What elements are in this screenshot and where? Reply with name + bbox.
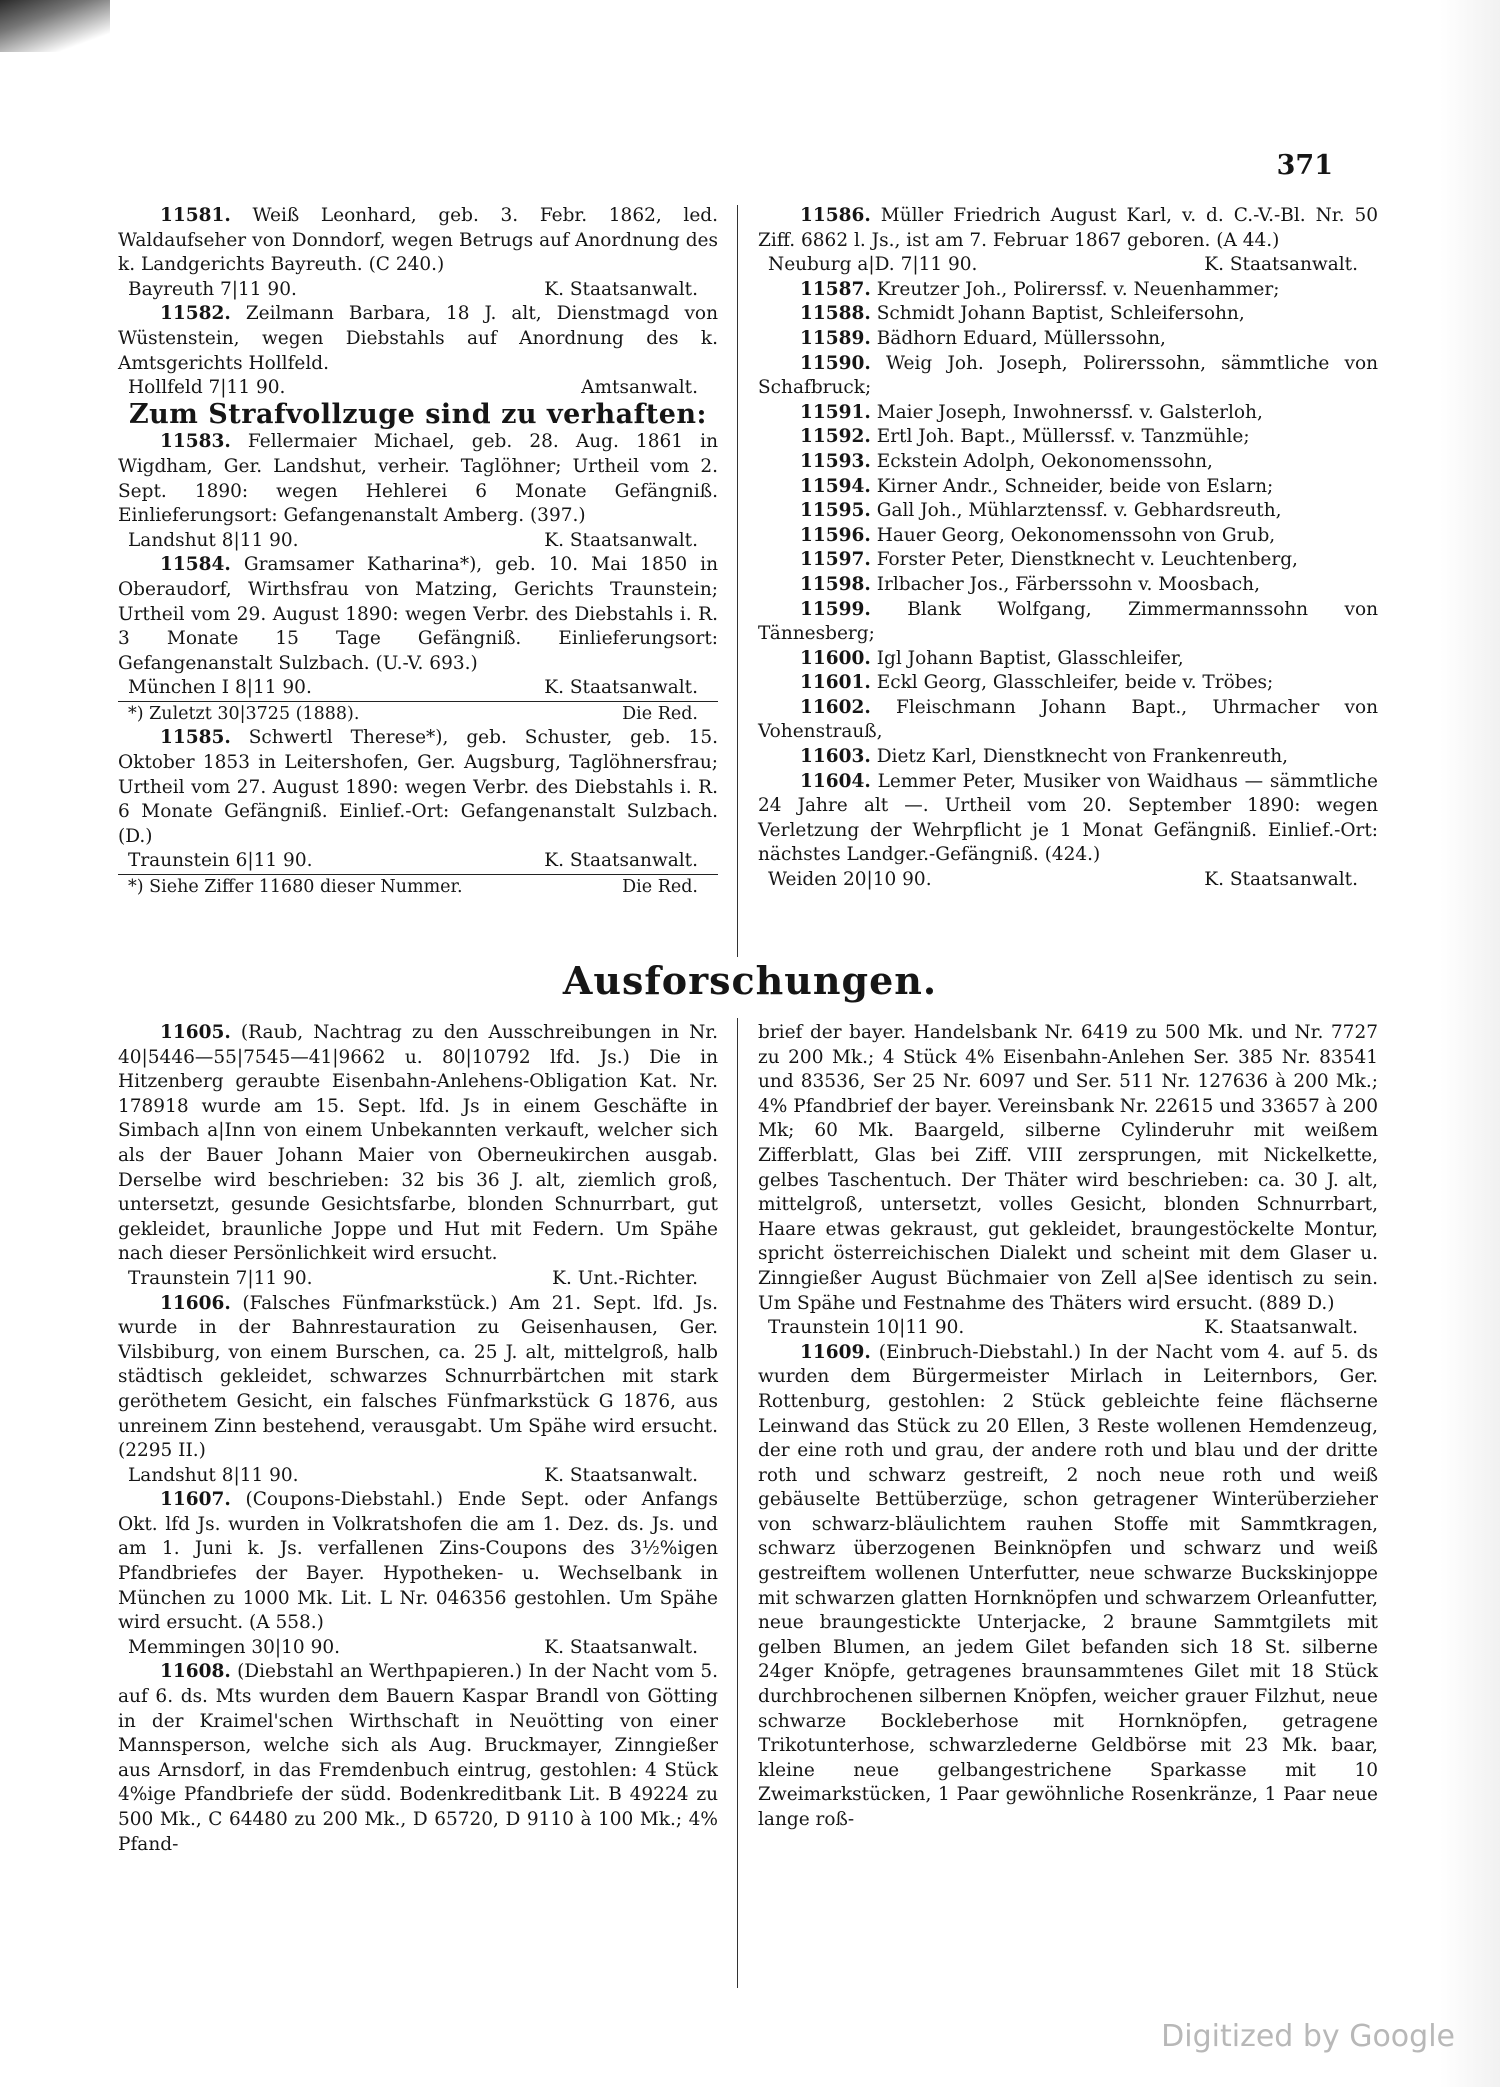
- entry-11584: 11584. Gramsamer Katharina*), geb. 10. Mai 1850 in Oberaudorf, Wirthsfrau von Matzing, Gerichts Traunstein; Urtheil vom 29. August 1890: wegen Verbr. des Diebstahls i. R. 3 Monate 15 Tage Gefängniß. Einlieferungsort: Gefangenanstalt Sulzbach. (U.-V. 693.): [118, 554, 718, 674]
- scan-shadow: [0, 0, 110, 52]
- entry-11609: 11609. (Einbruch-Diebstahl.) In der Nacht vom 4. auf 5. ds wurden dem Bürgermeister Mirlach in Leiternbors, Ger. Rottenburg, gestohlen: 2 Stück gebleichte feine flächserne Leinwand das Stück zu 20 Ellen, 3 Reste wollenen Hemdenzeug, der eine roth und grau, der andere roth und blau und der dritte roth und schwarz gestreift, 2 noch neue roth und weiß gebäuselte Bettüberzüge, schon getragener Winterüberzieher von schwarz-bläulichtem rauhen Stoffe mit Sammtkragen, schwarz überzogenen Beinknöpfen und schwarz und weiß gestreiftem wollenen Unterfutter, neue schwarze Buckskinjoppe mit schwarzen glatten Hornknöpfen und schwarzem Orleanfutter, neue braungestickte Unterjacke, 2 braune Sammtgilets mit gelben Blumen, an jedem Gilet befanden sich 18 St. silberne 24ger Knöpfe, getragenes braunsammtenes Gilet mit 18 Stück durchbrochenen silbernen Knöpfen, weicher grauer Filzhut, neue schwarze Bockleberhose mit Hornknöpfen, getragene Trikotunterhose, schwarzlederne Geldbörse mit 23 Mk. baar, kleine neue gelbangestrichene Sparkasse mit 10 Zweimarkstücken, 1 Paar gewöhnliche Rosenkränze, 1 Paar neue lange roß-: [758, 1341, 1379, 1830]
- footnote-11585: *) Siehe Ziffer 11680 dieser Nummer. Die Red.: [128, 877, 698, 898]
- footnote-11584: *) Zuletzt 30|3725 (1888). Die Red.: [128, 703, 698, 724]
- signature-11584: München I 8|11 90. K. Staatsanwalt.: [118, 676, 718, 702]
- wanted-person-list: [758, 278, 1378, 868]
- top-right-column: [758, 204, 1378, 893]
- entry-11606: 11606. (Falsches Fünfmarkstück.) Am 21. Sept. lfd. Js. wurde in der Bahnrestauration zu Geisenhausen, Ger. Vilsbiburg, von einem Burschen, ca. 25 J. alt, mittelgroß, halb städtisch gekleidet, schwarzes Schnurrbärtchen mit stark geröthetem Gesicht, ein falsches Fünfmarkstück G 1876, aus unreinem Zinn bestehend, verausgabt. Um Spähe wird ersucht. (2295 II.): [118, 1292, 718, 1462]
- wanted-entry: 11594. Kirner Andr., Schneider, beide von Eslarn;: [800, 475, 1274, 497]
- entry-11605: 11605. (Raub, Nachtrag zu den Ausschreibungen in Nr. 40|5446—55|7545—41|9662 u. 80|10792 lfd. Js.) Die in Hitzenberg geraubte Eisenbahn-Anlehens-Obligation Kat. Nr. 178918 wurde am 15. Sept. lfd. Js in einem Geschäfte in Simbach a|Inn von einem Unbekannten verkauft, welcher sich als der Bauer Johann Maier von Oberneukirchen ausgab. Derselbe wird beschrieben: 32 bis 36 J. alt, ziemlich groß, untersetzt, gesunde Gesichtsfarbe, blonden Schnurrbart, gut gekleidet, braunliche Joppe und Hut mit Federn. Um Spähe nach dieser Persönlichkeit wird ersucht.: [118, 1022, 718, 1265]
- entry-11585: 11585. Schwertl Therese*), geb. Schuster, geb. 15. Oktober 1853 in Leitershofen, Ger. Augsburg, Taglöhnersfrau; Urtheil vom 27. August 1890: wegen Verbr. des Diebstahls i. R. 6 Monate Gefängniß. Einlief.-Ort: Gefangenanstalt Sulzbach. (D.): [118, 727, 718, 847]
- entry-11581: 11581. Weiß Leonhard, geb. 3. Febr. 1862, led. Waldaufseher von Donndorf, wegen Betrugs auf Anordnung des k. Landgerichts Bayreuth. (C 240.): [118, 205, 718, 276]
- wanted-entry: 11588. Schmidt Johann Baptist, Schleifersohn,: [800, 303, 1245, 325]
- wanted-entry: 11589. Bädhorn Eduard, Müllerssohn,: [800, 327, 1166, 349]
- signature-11585: Traunstein 6|11 90. K. Staatsanwalt.: [118, 849, 718, 875]
- entry-11608: 11608. (Diebstahl an Werthpapieren.) In der Nacht vom 5. auf 6. ds. Mts wurden dem Bauern Kaspar Brandl von Götting in der Kraimel'schen Wirthschaft in Neuötting von einer Mannsperson, welche sich als Aug. Bruckmayer, Zinngießer aus Arnsdorf, in das Fremdenbuch eintrug, gestohlen: 4 Stück 4%ige Pfandbriefe der südd. Bodenkreditbank Lit. B 49224 zu 500 Mk., C 64480 zu 200 Mk., D 65720, D 9110 à 100 Mk.; 4% Pfand-: [118, 1661, 718, 1855]
- signature-11583: Landshut 8|11 90. K. Staatsanwalt.: [128, 529, 698, 551]
- signature-11605: Traunstein 7|11 90. K. Unt.-Richter.: [128, 1267, 698, 1289]
- main-heading: Ausforschungen.: [562, 958, 938, 1003]
- wanted-entry: 11602. Fleischmann Johann Bapt., Uhrmacher von Vohenstrauß,: [758, 696, 1378, 743]
- column-divider-top: [737, 205, 738, 957]
- signature-11581: Bayreuth 7|11 90. K. Staatsanwalt.: [128, 278, 698, 300]
- signature-11607: Memmingen 30|10 90. K. Staatsanwalt.: [128, 1636, 698, 1658]
- signature-11608: Traunstein 10|11 90. K. Staatsanwalt.: [768, 1317, 1358, 1339]
- bottom-right-column: [758, 1021, 1378, 1833]
- entry-11586: 11586. Müller Friedrich August Karl, v. d. C.-V.-Bl. Nr. 50 Ziff. 6862 l. Js., ist am 7. Februar 1867 geboren. (A 44.): [758, 205, 1378, 251]
- wanted-entry: 11604. Lemmer Peter, Musiker von Waidhaus — sämmtliche 24 Jahre alt —. Urtheil vom 20. September 1890: wegen Verletzung der Wehrpflicht je 1 Monat Gefängniß. Einlief.-Ort: nächstes Landger.-Gefängniß. (424.): [758, 770, 1378, 866]
- entry-11607: 11607. (Coupons-Diebstahl.) Ende Sept. oder Anfangs Okt. lfd Js. wurden in Volkratshofen die am 1. Dez. ds. Js. und am 1. Juni k. Js. verfallenen Zins-Coupons des 3½%igen Pfandbriefes der Bayer. Hypotheken- u. Wechselbank in München zu 1000 Mk. Lit. L Nr. 046356 gestohlen. Um Spähe wird ersucht. (A 558.): [118, 1489, 718, 1634]
- bottom-left-column: [118, 1021, 718, 1857]
- wanted-entry: 11601. Eckl Georg, Glasschleifer, beide v. Tröbes;: [800, 672, 1274, 694]
- signature-11582: Hollfeld 7|11 90. Amtsanwalt.: [128, 377, 698, 399]
- signature-11606: Landshut 8|11 90. K. Staatsanwalt.: [128, 1464, 698, 1486]
- wanted-entry: 11598. Irlbacher Jos., Färberssohn v. Moosbach,: [800, 573, 1260, 595]
- wanted-entry: 11596. Hauer Georg, Oekonomenssohn von Grub,: [800, 524, 1276, 546]
- page-number: 371: [1276, 150, 1333, 181]
- wanted-entry: 11593. Eckstein Adolph, Oekonomenssohn,: [800, 450, 1213, 472]
- column-divider-bottom: [737, 1018, 738, 1988]
- entry-11608-continued: brief der bayer. Handelsbank Nr. 6419 zu 500 Mk. und Nr. 7727 zu 200 Mk.; 4 Stück 4% Eisenbahn-Anlehen Ser. 385 Nr. 83541 und 83536, Ser 25 Nr. 6097 und Ser. 511 Nr. 127636 à 200 Mk.; 4% Pfandbrief der bayer. Vereinsbank Nr. 22615 und 33657 à 200 Mk; 60 Mk. Baargeld, silberne Cylinderuhr mit weißem Zifferblatt, Glas bei Ziff. VIII zersprungen, mit Nickelkette, gelbes Taschentuch. Der Thäter wird beschrieben: ca. 30 J. alt, mittelgroß, untersetzt, volles Gesicht, blonden Schnurrbart, Haare etwas gekraust, gut gekleidet, braungestöckelte Montur, spricht österreichischen Dialekt und scheint mit dem Glaser u. Zinngießer August Büchmaier von Zell a|See identisch zu sein. Um Spähe und Festnahme des Thäters wird ersucht. (889 D.): [758, 1022, 1378, 1314]
- digitization-watermark: Digitized by Google: [1161, 2019, 1455, 2054]
- entry-11582: 11582. Zeilmann Barbara, 18 J. alt, Dienstmagd von Wüstenstein, wegen Diebstahls auf Anordnung des k. Amtsgerichts Hollfeld.: [118, 303, 718, 374]
- signature-11586: Neuburg a|D. 7|11 90. K. Staatsanwalt.: [768, 254, 1358, 276]
- wanted-entry: 11595. Gall Joh., Mühlarztenssf. v. Gebhardsreuth,: [800, 500, 1282, 522]
- wanted-entry: 11603. Dietz Karl, Dienstknecht von Frankenreuth,: [800, 746, 1289, 768]
- wanted-entry: 11600. Igl Johann Baptist, Glasschleifer,: [800, 647, 1184, 669]
- wanted-entry: 11592. Ertl Joh. Bapt., Müllerssf. v. Tanzmühle;: [800, 426, 1250, 448]
- top-left-column: [118, 204, 718, 900]
- signature-11604: Weiden 20|10 90. K. Staatsanwalt.: [768, 869, 1358, 891]
- wanted-entry: 11599. Blank Wolfgang, Zimmermannssohn von Tännesberg;: [758, 598, 1378, 645]
- section-heading-arrest: Zum Strafvollzuge sind zu verhaften:: [128, 398, 708, 430]
- entry-11583: 11583. Fellermaier Michael, geb. 28. Aug. 1861 in Wigdham, Ger. Landshut, verheir. Taglöhner; Urtheil vom 2. Sept. 1890: wegen Hehlerei 6 Monate Gefängniß. Einlieferungsort: Gefangenanstalt Amberg. (397.): [118, 431, 718, 527]
- wanted-entry: 11590. Weig Joh. Joseph, Polirerssohn, sämmtliche von Schafbruck;: [758, 352, 1378, 399]
- wanted-entry: 11597. Forster Peter, Dienstknecht v. Leuchtenberg,: [800, 549, 1298, 571]
- wanted-entry: 11591. Maier Joseph, Inwohnerssf. v. Galsterloh,: [800, 401, 1263, 423]
- wanted-entry: 11587. Kreutzer Joh., Polirerssf. v. Neuenhammer;: [800, 278, 1280, 300]
